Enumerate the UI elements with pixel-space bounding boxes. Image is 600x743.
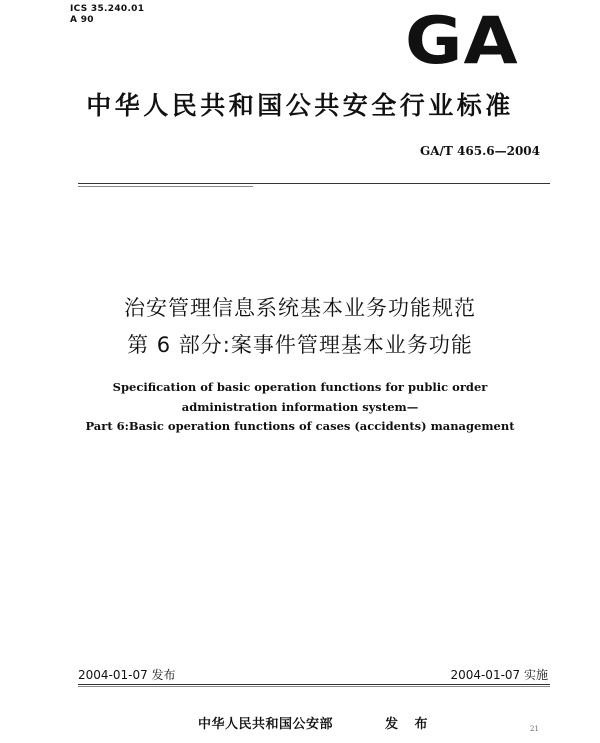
top-divider	[78, 183, 550, 184]
chinese-title-line-2: 第 6 部分:案事件管理基本业务功能	[127, 333, 473, 357]
clc-code: A 90	[70, 15, 94, 25]
english-title-line-1: Specification of basic operation functions for public order	[112, 380, 488, 394]
standard-number: GA/T 465.6—2004	[419, 144, 540, 158]
english-title-line-3: Part 6:Basic operation functions of cases (accidents) management	[85, 419, 515, 433]
ics-code: ICS 35.240.01	[70, 4, 145, 14]
chinese-title-line-1: 治安管理信息系统基本业务功能规范	[124, 296, 476, 320]
ga-logo: GA	[405, 2, 519, 79]
issue-verb: 发 布	[385, 717, 434, 732]
page-number: 21	[530, 725, 539, 733]
issue-date: 2004-01-07 发布	[78, 668, 176, 682]
implementation-date: 2004-01-07 实施	[450, 668, 548, 682]
bottom-divider	[78, 684, 550, 685]
bottom-divider-secondary	[78, 686, 550, 687]
standard-type-heading: 中华人民共和国公共安全行业标准	[86, 91, 514, 120]
top-divider-secondary	[78, 186, 253, 187]
issuing-authority: 中华人民共和国公安部	[198, 717, 334, 732]
english-title-line-2: administration information system—	[181, 400, 419, 414]
